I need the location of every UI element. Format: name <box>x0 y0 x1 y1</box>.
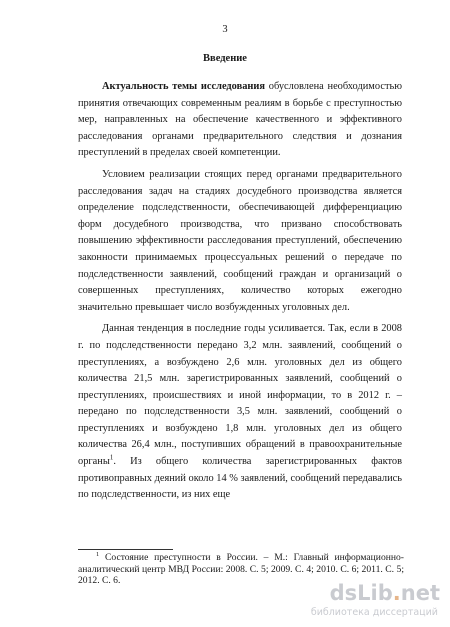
section-heading: Введение <box>203 53 247 64</box>
relevance-text: обусловлена необходимостью принятия отвечающих современным реалиям в борьбе с преступностью мер, направленных на обеспечение качественного и эффективного расследования органами предварительного следствия и дознания преступлений в пределах своей компетенции. <box>78 81 402 159</box>
page-number: 3 <box>222 24 228 35</box>
watermark-logo-domain: net <box>400 581 440 605</box>
watermark-logo-dot: . <box>392 581 401 605</box>
paragraph-conditions: Условием реализации стоящих перед органами предварительного расследования задач на стадиях досудебного производства является определение подследственности, обеспечивающей дифференциацию форм досудебного производства, что призвано способствовать повышению эффективности расследования преступлений, обеспечению законности принимаемых процессуальных решений о передаче по подследственности заявлений, сообщений граждан и организаций о совершенных преступлениях, количество которых ежегодно значительно превышает число возбужденных уголовных дел. <box>78 168 402 313</box>
body-text <box>78 79 402 509</box>
watermark-logo <box>330 581 440 605</box>
paragraph-relevance <box>78 79 402 162</box>
trend-text: Данная тенденция в последние годы усиливается. Так, если в 2008 г. по подследственности передано 3,2 млн. заявлений, сообщений о преступлениях, а возбуждено 2,6 млн. уголовных дел из общего количества 21,5 млн. зарегистрированных заявлений, сообщений о преступлениях, происшествиях и иной информации, то в 2012 г. – передано по подследственности 3,5 млн. заявлений, сообщений о преступлениях и возбуждено 1,8 млн. уголовных дел из общего количества 26,4 млн., поступивших обращений в правоохранительные органы <box>78 323 402 468</box>
footnote-mark: 1 <box>96 550 100 558</box>
relevance-lead: Актуальность темы исследования <box>102 81 266 92</box>
watermark <box>312 581 440 621</box>
footnote-text: Состояние преступности в России. – М.: Главный информационно-аналитический центр МВД России: 2008. С. 5; 2009. С. 4; 2010. С. 6; 2011. С. 5; 2012. С. 6. <box>78 552 404 587</box>
footnote-reference[interactable]: 1 <box>109 453 114 462</box>
paragraph-trend <box>78 321 402 504</box>
footnote-divider <box>78 549 173 550</box>
watermark-logo-name: dsLib <box>329 581 393 605</box>
trend-text-continued: . Из общего количества зарегистрированных фактов противоправных деяний около 14 % заявлений, сообщений передавались по подследственности, из них еще <box>78 456 402 501</box>
watermark-subtitle: библиотека диссертаций <box>310 607 438 618</box>
